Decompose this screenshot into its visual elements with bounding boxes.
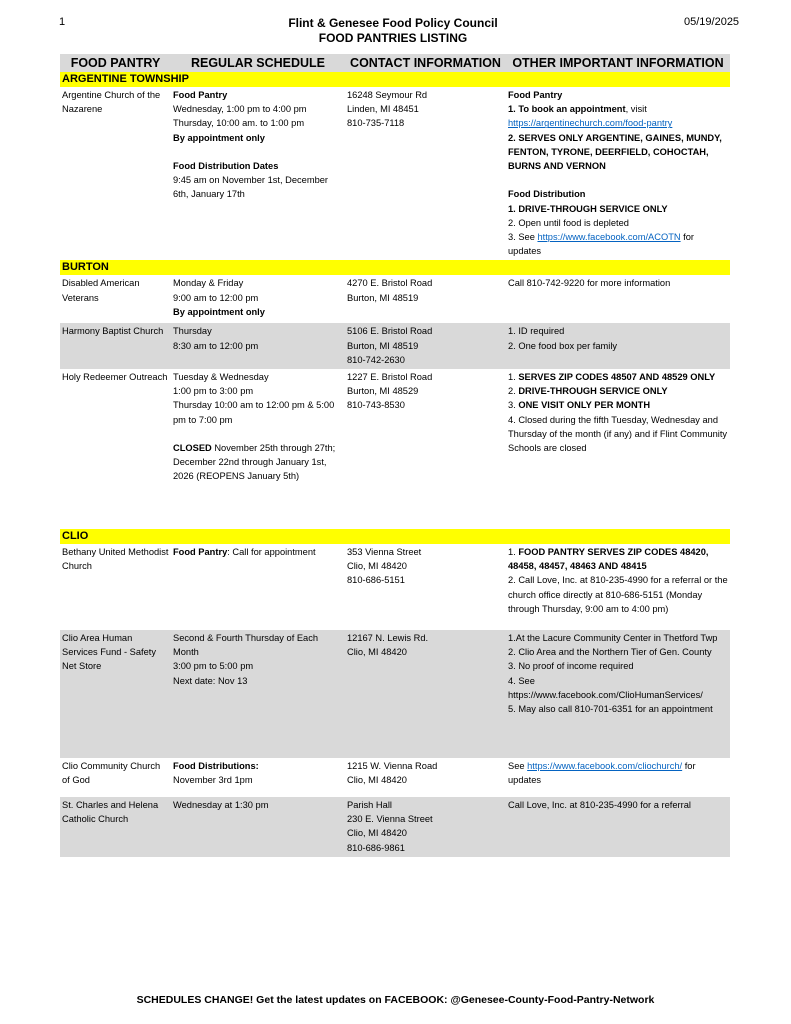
address-street: 230 E. Vienna Street — [347, 814, 433, 825]
phone-number: 810-743-8530 — [347, 400, 405, 411]
schedule-line: 3:00 pm to 5:00 pm — [173, 661, 254, 672]
location-name: Parish Hall — [347, 800, 392, 811]
schedule-line: November 3rd 1pm — [173, 775, 253, 786]
address-street: 1215 W. Vienna Road — [347, 761, 438, 772]
pantry-name: St. Charles and Helena Catholic Church — [60, 797, 171, 857]
address-city: Burton, MI 48519 — [347, 292, 419, 303]
schedule-heading: Food Distribution Dates — [173, 161, 279, 171]
contact-information — [345, 630, 506, 758]
other-information — [506, 797, 730, 857]
regular-schedule — [171, 323, 345, 369]
info-text: for updates — [508, 761, 696, 786]
closure-dates: November 25th through 27th; December 22nd through January 1st, 2026 (REOPENS January 5th) — [173, 443, 336, 482]
address-street: 12167 N. Lewis Rd. — [347, 633, 429, 644]
table-row — [60, 758, 730, 797]
section-title: BURTON — [60, 260, 730, 275]
facebook-link[interactable]: https://www.facebook.com/cliochurch/ — [527, 761, 683, 772]
info-text: 1. — [508, 547, 519, 558]
address-city: Clio, MI 48420 — [347, 775, 407, 786]
contact-information — [345, 369, 506, 529]
schedule-line — [173, 545, 343, 559]
food-pantry-link[interactable]: https://argentinechurch.com/food-pantry — [508, 118, 673, 129]
pantry-name: Bethany United Methodist Church — [62, 547, 169, 572]
phone-number: 810-686-9861 — [347, 842, 405, 853]
info-line: 1. DRIVE-THROUGH SERVICE ONLY — [508, 203, 668, 214]
info-line — [508, 370, 728, 384]
schedule-line: 8:30 am to 12:00 pm — [173, 340, 259, 351]
regular-schedule — [171, 87, 345, 260]
closed-label: CLOSED — [173, 443, 212, 454]
footer-notice: SCHEDULES CHANGE! Get the latest updates on FACEBOOK: @Genesee-County-Food-Pantry-Network — [136, 994, 655, 1006]
schedule-line: Wednesday at 1:30 pm — [173, 800, 269, 811]
info-line: 3. No proof of income required — [508, 661, 634, 672]
info-line: Call 810-742-9220 for more information — [508, 278, 671, 289]
contact-information — [345, 544, 506, 630]
address-street: 16248 Seymour Rd — [347, 90, 428, 100]
schedule-line: Second & Fourth Thursday of Each Month — [173, 633, 319, 658]
page-number: 1 — [59, 16, 66, 28]
schedule-text: : Call for appointment — [227, 547, 316, 558]
section-clio — [60, 529, 730, 544]
facebook-link[interactable]: https://www.facebook.com/ACOTN — [537, 232, 681, 243]
address-street: 1227 E. Bristol Road — [347, 372, 433, 383]
facebook-url: https://www.facebook.com/ClioHumanServices/ — [508, 689, 703, 700]
other-information — [506, 544, 730, 630]
info-text: 2. — [508, 386, 519, 397]
info-line: 4. See — [508, 675, 535, 686]
info-line: 2. One food box per family — [508, 340, 618, 351]
info-line: 5. May also call 810-701-6351 for an appointment — [508, 704, 713, 715]
address-street: 5106 E. Bristol Road — [347, 326, 433, 337]
pantry-name: Argentine Church of the Nazarene — [62, 90, 161, 115]
other-information — [506, 87, 730, 260]
schedule-line: Monday & Friday — [173, 278, 244, 289]
other-information — [506, 630, 730, 758]
address-street: 353 Vienna Street — [347, 547, 422, 558]
other-information — [506, 369, 730, 529]
phone-number: 810-686-5151 — [347, 575, 405, 586]
info-bold: ONE VISIT ONLY PER MONTH — [518, 400, 651, 411]
info-line: Call Love, Inc. at 810-235-4990 for a referral — [508, 800, 691, 811]
pantry-name: Disabled American Veterans — [62, 278, 140, 303]
info-text: 1. — [508, 372, 519, 383]
column-header-contact-information: CONTACT INFORMATION — [345, 54, 506, 72]
address-street: 4270 E. Bristol Road — [347, 278, 433, 289]
contact-information — [345, 758, 506, 797]
column-header-food-pantry: FOOD PANTRY — [60, 54, 171, 72]
table-row — [60, 544, 730, 630]
schedule-line: 1:00 pm to 3:00 pm — [173, 386, 254, 397]
regular-schedule — [171, 275, 345, 323]
info-line: 2. Open until food is depleted — [508, 217, 629, 228]
other-information — [506, 323, 730, 369]
schedule-line: Thursday 10:00 am to 12:00 pm & 5:00 pm to 7:00 pm — [173, 400, 335, 425]
regular-schedule — [171, 369, 345, 529]
schedule-note: By appointment only — [173, 306, 265, 317]
schedule-heading: Food Distributions: — [173, 761, 259, 772]
schedule-line: Thursday — [173, 326, 212, 337]
column-header-regular-schedule: REGULAR SCHEDULE — [171, 54, 345, 72]
schedule-line: Next date: Nov 13 — [173, 675, 248, 686]
info-bold: FOOD PANTRY SERVES ZIP CODES 48420, 48458, 48457, 48463 AND 48415 — [508, 547, 709, 572]
table-row — [60, 87, 730, 260]
column-header-other-information: OTHER IMPORTANT INFORMATION — [506, 54, 730, 72]
table-row — [60, 797, 730, 857]
table-row — [60, 275, 730, 323]
info-line — [508, 102, 728, 116]
schedule-heading: Food Pantry — [173, 90, 228, 100]
info-line: 1.At the Lacure Community Center in Thetford Twp — [508, 633, 718, 644]
other-information — [506, 275, 730, 323]
info-heading: Food Distribution — [508, 189, 586, 200]
table-row — [60, 630, 730, 758]
contact-information — [345, 275, 506, 323]
schedule-line: Thursday, 10:00 am. to 1:00 pm — [173, 118, 305, 129]
table-row — [60, 323, 730, 369]
info-text: 3. — [508, 400, 519, 411]
info-line — [508, 545, 728, 573]
pantry-name: Holy Redeemer Outreach — [62, 372, 168, 383]
info-line — [508, 384, 728, 398]
schedule-heading: Food Pantry — [173, 547, 228, 558]
address-city: Burton, MI 48519 — [347, 340, 419, 351]
info-line: 2. SERVES ONLY ARGENTINE, GAINES, MUNDY, FENTON, TYRONE, DEERFIELD, COHOCTAH, BURNS AND VERNON — [508, 132, 722, 172]
regular-schedule — [171, 797, 345, 857]
info-text: 3. See — [508, 232, 538, 243]
info-line — [508, 398, 728, 412]
phone-number: 810-742-2630 — [347, 354, 405, 365]
schedule-note: By appointment only — [173, 132, 265, 143]
info-bold: DRIVE-THROUGH SERVICE ONLY — [518, 386, 668, 397]
schedule-line: Wednesday, 1:00 pm to 4:00 pm — [173, 104, 307, 115]
section-argentine-township — [60, 72, 730, 87]
other-information — [506, 758, 730, 797]
info-text: for updates — [508, 232, 695, 257]
pantry-name: Clio Community Church of God — [62, 761, 161, 786]
info-line — [508, 230, 728, 258]
pantry-name: Clio Area Human Services Fund - Safety Net Store — [60, 630, 171, 758]
contact-information — [345, 797, 506, 857]
table-header-row — [60, 54, 730, 72]
info-line — [508, 759, 728, 787]
address-city: Burton, MI 48529 — [347, 386, 419, 397]
address-city: Clio, MI 48420 — [347, 647, 407, 658]
info-line: 2. Clio Area and the Northern Tier of Gen. County — [508, 647, 712, 658]
section-title: CLIO — [60, 529, 730, 544]
info-bold: SERVES ZIP CODES 48507 AND 48529 ONLY — [518, 372, 716, 383]
pantry-name: Harmony Baptist Church — [60, 323, 171, 369]
food-pantries-table — [60, 54, 730, 857]
regular-schedule — [171, 630, 345, 758]
council-name: Flint & Genesee Food Policy Council — [288, 16, 498, 30]
info-line: 4. Closed during the fifth Tuesday, Wednesday and Thursday of the month (if any) and if Flint Community Schools are closed — [508, 414, 728, 454]
schedule-line: Tuesday & Wednesday — [173, 372, 269, 383]
info-text: , visit — [625, 104, 647, 115]
info-line: 1. ID required — [508, 326, 565, 337]
schedule-line: 9:00 am to 12:00 pm — [173, 292, 259, 303]
address-city: Clio, MI 48420 — [347, 828, 407, 839]
table-row — [60, 369, 730, 529]
regular-schedule — [171, 544, 345, 630]
page-title — [0, 16, 791, 46]
info-heading: Food Pantry — [508, 90, 563, 100]
contact-information — [345, 323, 506, 369]
schedule-line: 9:45 am on November 1st, December 6th, January 17th — [173, 175, 329, 200]
section-burton — [60, 260, 730, 275]
address-city: Linden, MI 48451 — [347, 104, 419, 115]
info-text: See — [508, 761, 528, 772]
phone-number: 810-735-7118 — [347, 118, 405, 129]
contact-information — [345, 87, 506, 260]
section-title: ARGENTINE TOWNSHIP — [60, 72, 730, 87]
document-date: 05/19/2025 — [684, 16, 740, 28]
listing-title: FOOD PANTRIES LISTING — [318, 31, 468, 45]
info-bold: 1. To book an appointment — [508, 104, 626, 115]
regular-schedule — [171, 758, 345, 797]
address-city: Clio, MI 48420 — [347, 561, 407, 572]
closure-note — [173, 441, 343, 484]
info-line: 2. Call Love, Inc. at 810-235-4990 for a referral or the church office directly at 810-686-5151 (Monday through Thursday, 9:00 am to 4:00 pm) — [508, 575, 728, 614]
